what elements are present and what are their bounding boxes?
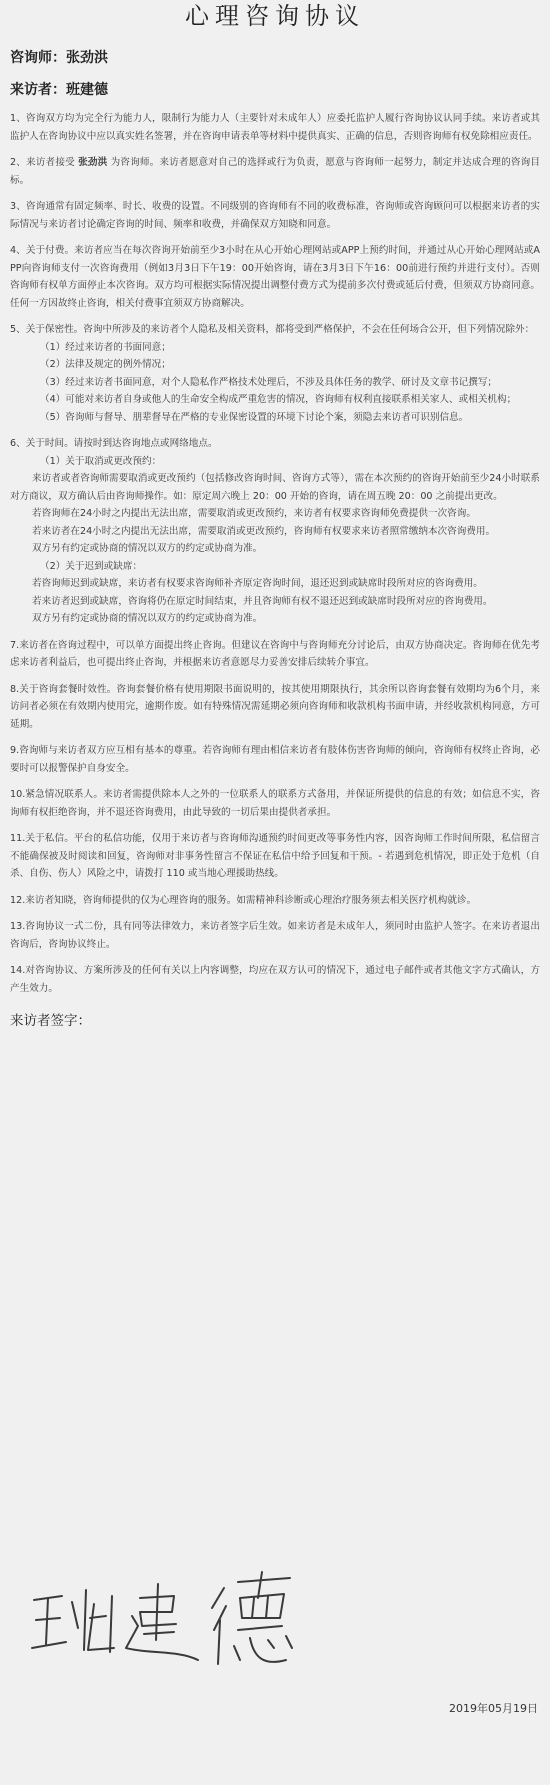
document-title: 心理咨询协议 xyxy=(185,2,365,30)
clause-2-counselor-name: 张劲洪 xyxy=(78,157,108,168)
clause-5-item-5: （5）咨询师与督导、朋辈督导在严格的专业保密设置的环境下讨论个案，须隐去来访者可识别信息。 xyxy=(40,411,469,423)
clause-9: 9.咨询师与来访者双方应互相有基本的尊重。若咨询师有理由相信来访者有肢体伤害咨询师的倾向，咨询师有权终止咨询，必要时可以报警保护自身安全。 xyxy=(10,745,540,774)
clause-6-item-1-a: 来访者或者咨询师需要取消或更改预约（包括修改咨询时间、咨询方式等），需在本次预约的咨询开始前至少24小时联系对方商议，双方确认后由咨询师操作。如：原定周六晚上 20：00 开始的咨询，请在周五晚 20：00 之前提出更改。 xyxy=(10,473,540,502)
clause-5-item-4: （4）可能对来访者自身或他人的生命安全构成严重危害的情况，咨询师有权利直接联系相关家人、或相关机构； xyxy=(40,394,517,405)
clause-6-item-2: （2）关于迟到或缺席： xyxy=(40,560,143,572)
clause-5-item-1: （1）经过来访者的书面同意； xyxy=(40,341,171,353)
clause-6-item-1-c: 若来访者在24小时之内提出无法出席，需要取消或更改预约，咨询师有权要求来访者照常缴纳本次咨询费用。 xyxy=(32,525,496,537)
signature-label: 来访者签字： xyxy=(10,1013,91,1029)
clause-6-item-1: （1）关于取消或更改预约： xyxy=(40,455,162,467)
clause-6-item-1-d: 双方另有约定或协商的情况以双方的约定或协商为准。 xyxy=(32,543,263,554)
handwritten-signature xyxy=(28,1568,298,1688)
clauses-section xyxy=(10,110,540,997)
clause-6-item-1-b: 若咨询师在24小时之内提出无法出席，需要取消或更改预约，来访者有权要求咨询师免费提供一次咨询。 xyxy=(32,508,476,519)
clause-13: 13.咨询协议一式二份，具有同等法律效力，来访者签字后生效。如来访者是未成年人，须同时由监护人签字。在来访者退出咨询后，咨询协议终止。 xyxy=(10,921,540,950)
clause-7: 7.来访者在咨询过程中，可以单方面提出终止咨询。但建议在咨询中与咨询师充分讨论后，由双方协商决定。咨询师在优先考虑来访者利益后，也可提出终止咨询，并根据来访者意愿尽力妥善安排后续转介事宜。 xyxy=(10,639,540,668)
clause-5-item-3: （3）经过来访者书面同意，对个人隐私作严格技术处理后，不涉及具体任务的教学、研讨及文章书记撰写； xyxy=(40,376,498,388)
clause-2 xyxy=(10,154,540,189)
clause-10: 10.紧急情况联系人。来访者需提供除本人之外的一位联系人的联系方式备用，并保证所提供的信息的有效；如信息不实，咨询师有权拒绝咨询，并不退还咨询费用，由此导致的一切后果由提供者承担。 xyxy=(10,789,540,818)
visitor-name: 班建德 xyxy=(66,82,108,98)
signing-date: 2019年05月19日 xyxy=(449,1702,538,1715)
clause-1: 1、咨询双方均为完全行为能力人，限制行为能力人（主要针对未成年人）应委托监护人履行咨询协议认同手续。来访者或其监护人在咨询协议中应以真实姓名签署，并在咨询申请表单等材料中提供真实、正确的信息，否则咨询师有权免除相应责任。 xyxy=(10,113,540,142)
counselor-name: 张劲洪 xyxy=(66,50,108,66)
clause-3: 3、咨询通常有固定频率、时长、收费的设置。不同级别的咨询师有不同的收费标准，咨询师或咨询顾问可以根据来访者的实际情况与来访者讨论确定咨询的时间、频率和收费，并确保双方知晓和同意。 xyxy=(10,201,540,230)
clause-5: 5、关于保密性。咨询中所涉及的来访者个人隐私及相关资料，都将受到严格保护，不会在任何场合公开，但下列情况除外： xyxy=(10,324,535,335)
clause-6-item-2-b: 若来访者迟到或缺席，咨询将仍在原定时间结束，并且咨询师有权不退还迟到或缺席时段所对应的咨询费用。 xyxy=(32,595,493,607)
clause-11: 11.关于私信。平台的私信功能，仅用于来访者与咨询师沟通预约时间更改等事务性内容，因咨询师工作时间所限，私信留言不能确保被及时阅读和回复，咨询师对非事务性留言不保证在私信中给予回复和干预。- 若遇到危机情况，即正处于危机（自杀、自伤、伤人）风险之中，请拨打 110 或当地心理援助热线。 xyxy=(10,833,540,879)
clause-6: 6、关于时间。请按时到达咨询地点或网络地点。 xyxy=(10,438,218,449)
visitor-line xyxy=(10,80,540,100)
clause-2-end: 为咨询师。来访者愿意对自己的选择或行为负责，愿意与咨询师一起努力，制定并达成合理的咨询目标。 xyxy=(10,157,540,186)
clause-4: 4、关于付费。来访者应当在每次咨询开始前至少3小时在从心开始心理网站或APP上预约时间，并通过从心开始心理网站或APP向咨询师支付一次咨询费用（例如3月3日下午19：00开始咨询，请在3月3日下午16：00前进行预约并进行支付）。否则咨询师有权单方面停止本次咨询。双方均可根据实际情况提出调整付费方式为提前多次付费或延后付费，但须双方协商同意。任何一方因故终止咨询，相关付费事宜须双方协商解决。 xyxy=(10,245,540,309)
counselor-line xyxy=(10,48,540,68)
clause-6-item-2-c: 双方另有约定或协商的情况以双方的约定或协商为准。 xyxy=(32,613,263,624)
counselor-label: 咨询师： xyxy=(10,50,66,66)
clause-14: 14.对咨询协议、方案所涉及的任何有关以上内容调整，均应在双方认可的情况下，通过电子邮件或者其他文字方式确认，方产生效力。 xyxy=(10,965,540,994)
clause-5-item-2: （2）法律及规定的例外情况； xyxy=(40,359,171,370)
visitor-label: 来访者： xyxy=(10,82,66,98)
clause-6-item-2-a: 若咨询师迟到或缺席，来访者有权要求咨询师补齐原定咨询时间，退还迟到或缺席时段所对应的咨询费用。 xyxy=(32,578,483,589)
clause-8: 8.关于咨询套餐时效性。咨询套餐价格有使用期限书面说明的，按其使用期限执行，其余所以咨询套餐有效期均为6个月，来访问者必须在有效期内使用完，逾期作废。如有特殊情况需延期必须向咨询师和收款机构书面申请，并经收款机构同意，方可延期。 xyxy=(10,683,540,730)
clause-2-start: 2、来访者接受 xyxy=(10,157,79,168)
clause-12: 12.来访者知晓，咨询师提供的仅为心理咨询的服务。如需精神科诊断或心理治疗服务须去相关医疗机构就诊。 xyxy=(10,894,477,906)
